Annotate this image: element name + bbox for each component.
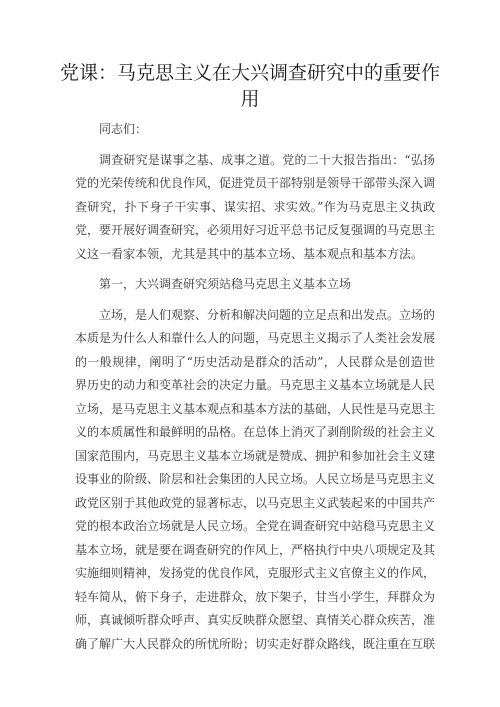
section-1-paragraph: 立场，是人们观察、分析和解决问题的立足点和出发点。立场的本质是为什么人和靠什么人的问题，马克思主义揭示了人类社会发展的一般规律，阐明了“历史活动是群众的活动”，人民群众是创造世界历史的动力和变革社会的决定力量。马克思主义基本立场就是人民立场，是马克思主义基本观点和基本方法的基础，人民性是马克思主义的本质属性和最鲜明的品格。在总体上消灭了剥削阶级的社会主义国家范围内，马克思主义基本立场就是赞成、拥护和参加社会主义建设事业的阶级、阶层和社会集团的人民立场。人民立场是马克思主义政党区别于其他政党的显著标志，以马克思主义武装起来的中国共产党的根本政治立场就是人民立场。全党在调查研究中站稳马克思主义基本立场，就是要在调查研究的作风上，严格执行中央八项规定及其实施细则精神，发扬党的优良作风，克服形式主义官僚主义的作风，轻车简从，俯下身子，走进群众，放下架子，甘当小学生，拜群众为师，真诚倾听群众呼声、真实反映群众愿望、真情关心群众疾苦，准确了解广大人民群众的所忧所盼；切实走好群众路线，既注重在互联	[75, 307, 436, 651]
document-body	[75, 118, 435, 663]
section-heading-1: 第一，大兴调查研究须站稳马克思主义基本立场	[99, 277, 352, 291]
intro-paragraph: 调查研究是谋事之基、成事之道。党的二十大报告指出：“弘扬党的光荣传统和优良作风，促进党员干部特别是领导干部带头深入调查研究，扑下身子干实事、谋实招、求实效。”作为马克思主义执政党，要开展好调查研究，必须用好习近平总书记反复强调的马克思主义这一看家本领，尤其是其中的基本立场、基本观点和基本方法。	[75, 152, 436, 261]
salutation: 同志们：	[99, 122, 148, 136]
document-title: 党课：马克思主义在大兴调查研究中的重要作用	[60, 62, 441, 110]
